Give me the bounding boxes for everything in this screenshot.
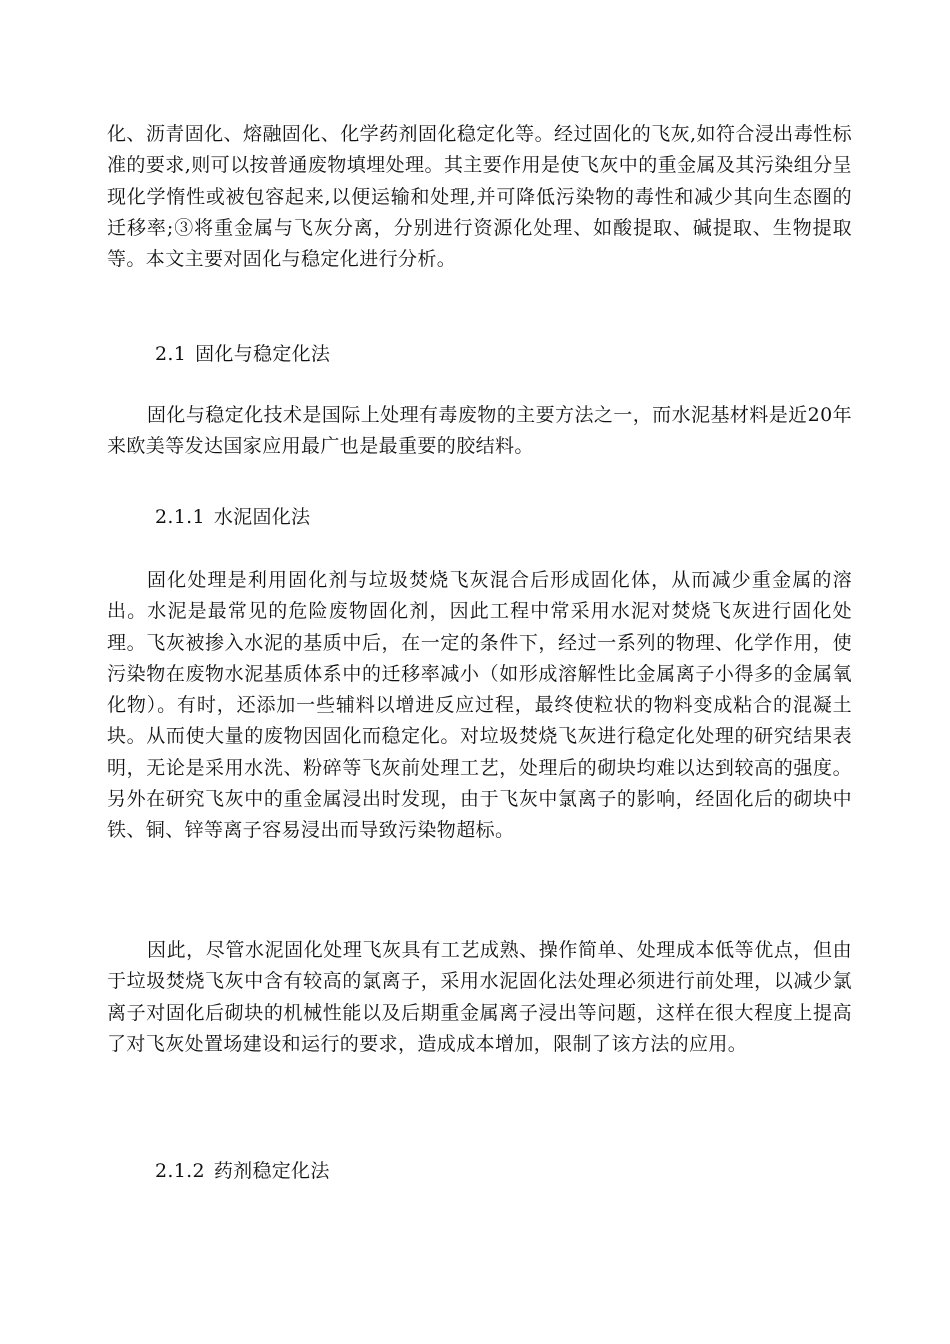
section-number: 2.1: [155, 343, 187, 365]
paragraph-cement-limitations: 因此，尽管水泥固化处理飞灰具有工艺成熟、操作简单、处理成本低等优点，但由于垃圾焚烧飞灰中含有较高的氯离子，采用水泥固化法处理必须进行前处理，以减少氯离子对固化后砌块的机械性能以及后期重金属离子浸出等问题，这样在很大程度上提高了对飞灰处置场建设和运行的要求，造成成本增加，限制了该方法的应用。: [107, 939, 852, 1055]
section-heading-2-1: [155, 339, 330, 370]
paragraph-cement-solidification: 固化处理是利用固化剂与垃圾焚烧飞灰混合后形成固化体，从而减少重金属的溶出。水泥是最常见的危险废物固化剂，因此工程中常采用水泥对焚烧飞灰进行固化处理。飞灰被掺入水泥的基质中后，在一定的条件下，经过一系列的物理、化学作用，使污染物在废物水泥基质体系中的迁移率减小（如形成溶解性比金属离子小得多的金属氧化物）。有时，还添加一些辅料以增进反应过程，最终使粒状的物料变成粘合的混凝土块。从而使大量的废物因固化而稳定化。对垃圾焚烧飞灰进行稳定化处理的研究结果表明，无论是采用水洗、粉碎等飞灰前处理工艺，处理后的砌块均难以达到较高的强度。另外在研究飞灰中的重金属浸出时发现，由于飞灰中氯离子的影响，经固化后的砌块中铁、铜、锌等离子容易浸出而导致污染物超标。: [107, 569, 852, 842]
section-number: 2.1.1: [155, 506, 205, 528]
section-title: 水泥固化法: [213, 506, 311, 528]
paragraph-solidification-methods: 化、沥青固化、熔融固化、化学药剂固化稳定化等。经过固化的飞灰,如符合浸出毒性标准的要求,则可以按普通废物填埋处理。其主要作用是使飞灰中的重金属及其污染组分呈现化学惰性或被包容起来,以便运输和处理,并可降低污染物的毒性和减少其向生态圈的迁移率;③将重金属与飞灰分离，分别进行资源化处理、如酸提取、碱提取、生物提取等。本文主要对固化与稳定化进行分析。: [107, 123, 852, 271]
section-heading-2-1-2: [155, 1156, 330, 1187]
section-title: 药剂稳定化法: [213, 1160, 330, 1182]
paragraph-stabilization-intro: 固化与稳定化技术是国际上处理有毒废物的主要方法之一，而水泥基材料是近20年来欧美等发达国家应用最广也是最重要的胶结料。: [107, 404, 852, 458]
section-title: 固化与稳定化法: [195, 343, 331, 365]
section-number: 2.1.2: [155, 1160, 205, 1182]
section-heading-2-1-1: [155, 502, 310, 533]
